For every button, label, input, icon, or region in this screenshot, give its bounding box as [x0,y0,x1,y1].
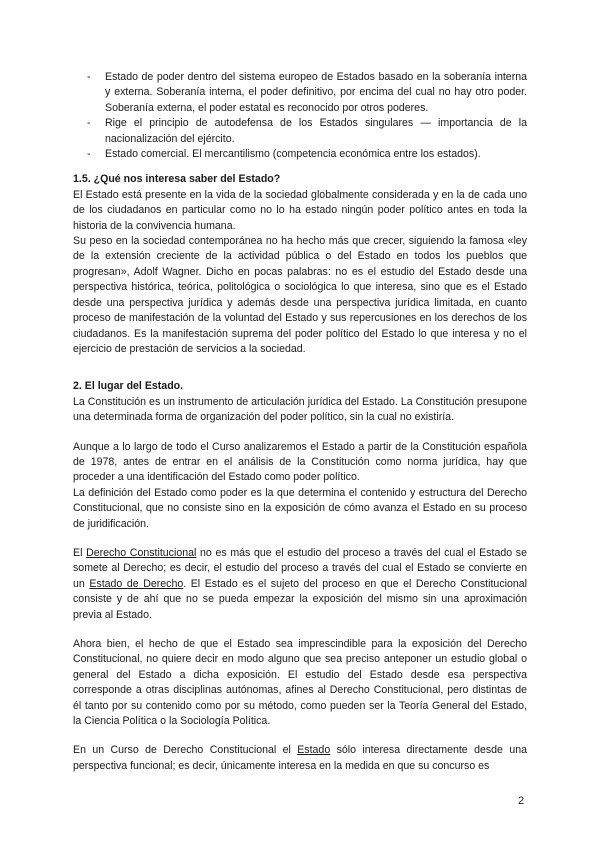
paragraph: Ahora bien, el hecho de que el Estado sea imprescindible para la exposición del Derecho Constitucional, no quiere decir en modo alguno que sea preciso anteponer un estudio global o general del Estado a dicha exposición. El estudio del Estado desde esa perspectiva corresponde a otras disciplinas autónomas, afines al Derecho Constitucional, pero distintas de él tanto por su contenido como por su método, como pueden ser la Teoría General del Estado, la Ciencia Política o la Sociología Política. [73,638,527,728]
spacer [73,623,527,637]
link-estado[interactable]: Estado [297,744,331,757]
section-heading-2: 2. El lugar del Estado. [73,380,184,393]
paragraph: Su peso en la sociedad contemporánea no ha hecho más que crecer, siguiendo la famosa «ley de la extensión creciente de la actividad pública o del Estado en todos los pueblos que progresan», Adolf Wagner. Dicho en pocas palabras: no es el estudio del Estado desde una perspectiva histórica, teórica, politológica o sociológica lo que interesa, sino que es el Estado desde una perspectiva jurídica y además desde una perspectiva jurídica limitada, en cuanto proceso de manifestación de la voluntad del Estado y sus repercusiones en los derechos de los ciudadanos. Es la manifestación suprema del poder político del Estado lo que interesa y no el ejercicio de prestación de servicios a la sociedad. [73,235,527,355]
section-heading-1-5: 1.5. ¿Qué nos interesa saber del Estado? [73,173,281,186]
link-estado-de-derecho[interactable]: Estado de Derecho [89,577,184,590]
paragraph: La definición del Estado como poder es la que determina el contenido y estructura del Derecho Constitucional, que no consiste sino en la exposición de cómo avanza el Estado en su proceso de juridificación. [73,486,527,530]
bullet-list [73,70,527,162]
spacer [73,729,527,743]
spacer [73,426,527,440]
page-number: 2 [518,795,525,807]
paragraph: El Estado está presente en la vida de la sociedad globalmente considerada y en la de cada uno de los ciudadanos en particular como no lo ha estado ningún poder político antes en toda la historia de la convivencia humana. [73,188,527,232]
page-content [73,70,527,774]
spacer [73,532,527,546]
bullet-item: - Estado de poder dentro del sistema europeo de Estados basado en la soberanía interna y externa. Soberanía interna, el poder definitivo, por encima del cual no hay otro poder. Soberanía externa, el poder estatal es reconocido por otros poderes. [87,71,527,114]
paragraph: Aunque a lo largo de todo el Curso analizaremos el Estado a partir de la Constitución española de 1978, antes de entrar en el análisis de la Constitución como norma jurídica, hay que proceder a una identificación del Estado como poder político. [73,440,527,484]
paragraph: El Derecho Constitucional no es más que el estudio del proceso a través del cual el Estado se somete al Derecho; es decir, el estudio del proceso a través del cual el Estado se convierte en un Estado de Derecho. El Estado es el sujeto del proceso en que el Derecho Constitucional consiste y de ahí que no se pueda empezar la exposición del mismo sin una aproximación previa al Estado. [73,546,527,621]
spacer [73,357,527,379]
paragraph: La Constitución es un instrumento de articulación jurídica del Estado. La Constitución presupone una determinada forma de organización del poder político, sin la cual no existiría. [73,395,527,424]
bullet-item: - Rige el principio de autodefensa de los Estados singulares — importancia de la nacionalización del ejército. [87,117,527,145]
paragraph: En un Curso de Derecho Constitucional el Estado sólo interesa directamente desde una perspectiva funcional; es decir, únicamente interesa en la medida en que su concurso es [73,744,527,772]
link-derecho-constitucional[interactable]: Derecho Constitucional [86,546,197,559]
bullet-marker: - [87,148,91,161]
bullet-item: - Estado comercial. El mercantilismo (competencia económica entre los estados). [73,147,527,162]
bullet-marker: - [87,117,91,130]
bullet-marker: - [87,71,91,83]
